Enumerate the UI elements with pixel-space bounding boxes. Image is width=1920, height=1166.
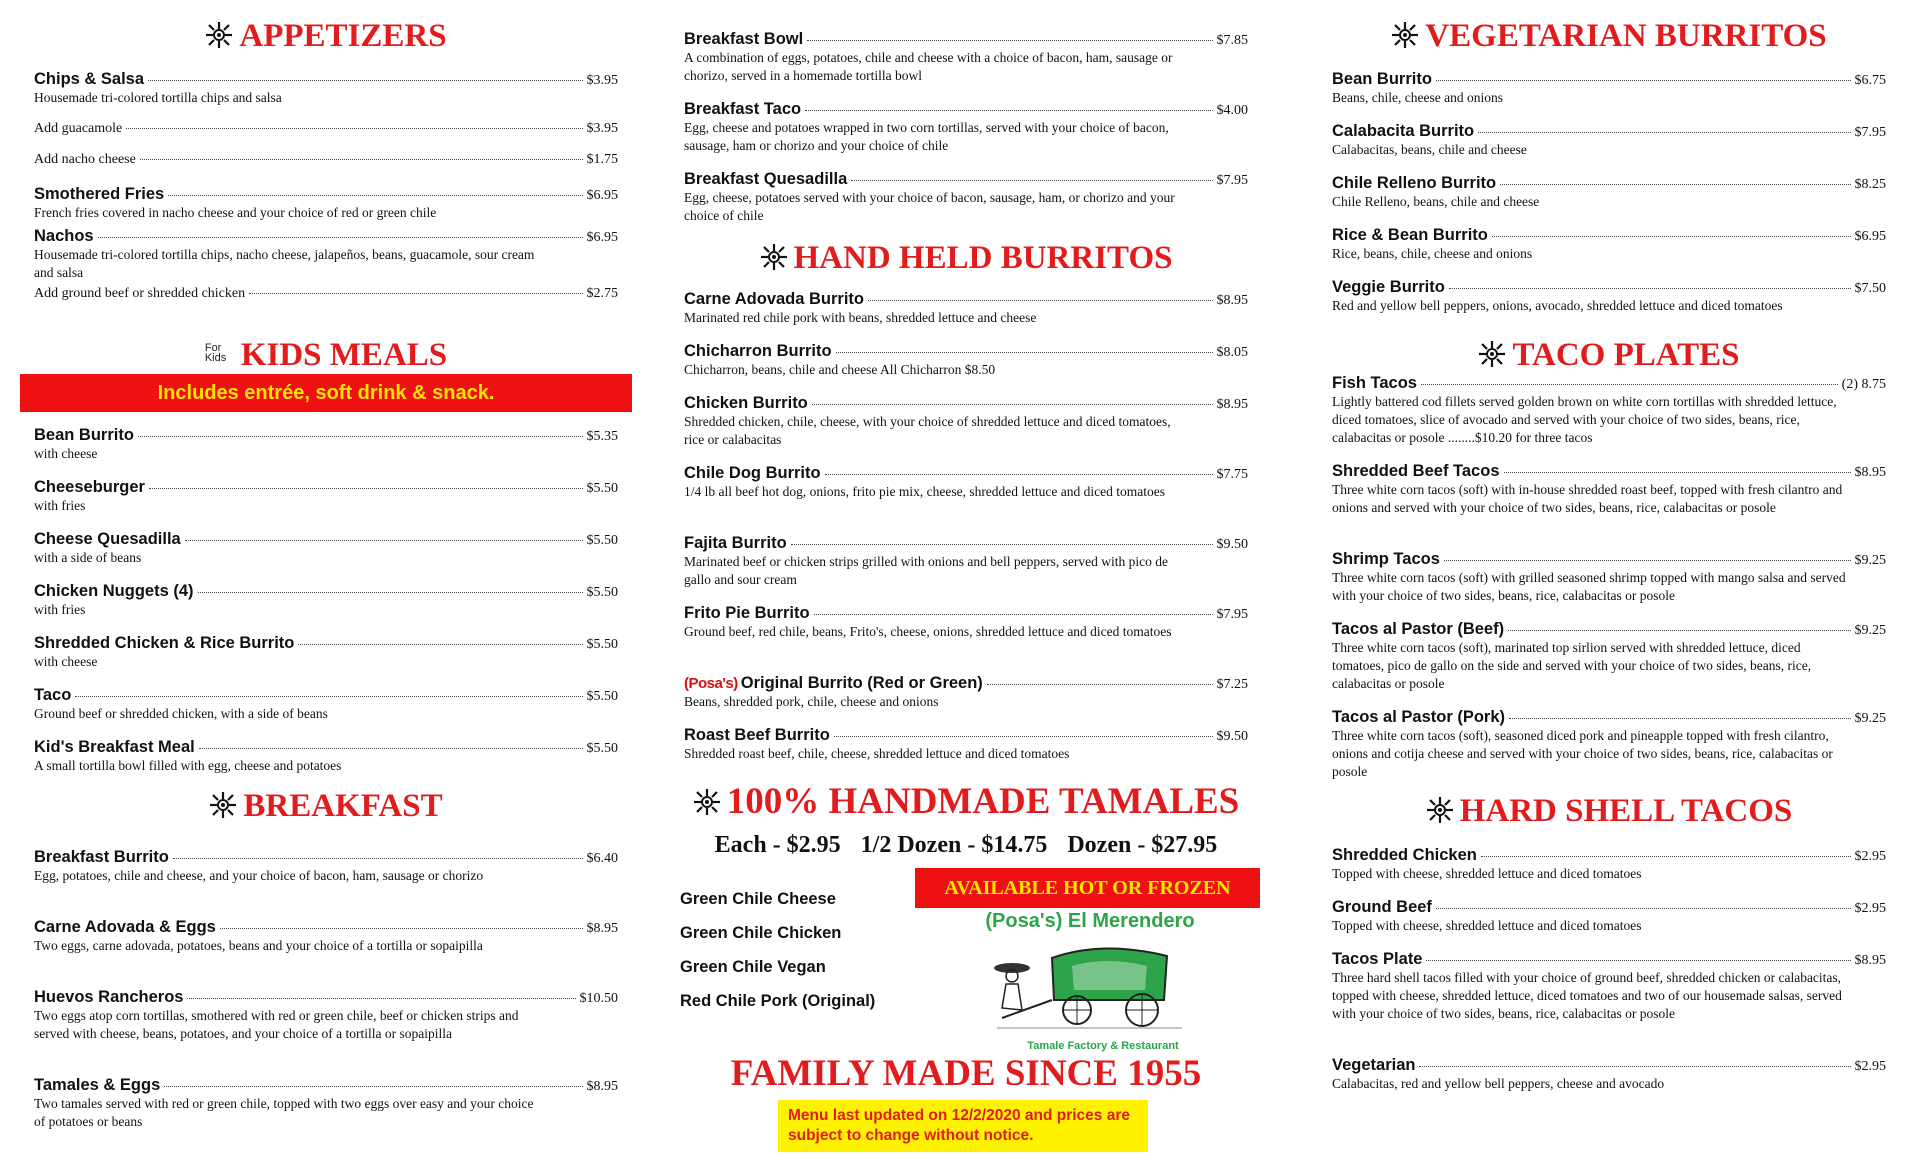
tamale-prices: Each - $2.95 1/2 Dozen - $14.75 Dozen - $27.95	[714, 832, 1218, 858]
menu-item: Chicken Nuggets (4) $5.50 with fries	[34, 582, 618, 617]
posas-tag: (Posa's)	[684, 675, 738, 692]
menu-item: Cheeseburger $5.50 with fries	[34, 478, 618, 513]
menu-item: Shredded Chicken $2.95 Topped with cheese, shredded lettuce and diced tomatoes	[1332, 846, 1886, 881]
list-item: Green Chile Cheese	[680, 890, 836, 908]
taco-plates-title: TACO PLATES	[1318, 337, 1900, 374]
list-item: Green Chile Vegan	[680, 958, 826, 976]
menu-item: Taco $5.50 Ground beef or shredded chicken, with a side of beans	[34, 686, 618, 721]
logo-subtitle: Tamale Factory & Restaurant	[1027, 1040, 1179, 1052]
menu-item: Breakfast Quesadilla $7.95 Egg, cheese, potatoes served with your choice of bacon, sausage, ham, or chorizo and your choice of chile	[684, 170, 1248, 223]
hand-held-burritos-title: HAND HELD BURRITOS	[670, 240, 1262, 277]
menu-item: Chile Dog Burrito $7.75 1/4 lb all beef hot dog, onions, frito pie mix, cheese, shredded lettuce and diced tomatoes	[684, 464, 1248, 499]
menu-item: Shrimp Tacos $9.25 Three white corn tacos (soft) with grilled seasoned shrimp topped with mango salsa and served with your choice of two sides, beans, rice, calabacitas or posole	[1332, 550, 1886, 603]
menu-item: Tacos Plate $8.95 Three hard shell tacos filled with your choice of ground beef, shredded chicken or calabacitas, topped with cheese, shredded lettuce, diced tomatoes and two of our housemade salsas, served with your choice of two sides, beans, rice, calabacitas or posole	[1332, 950, 1886, 1021]
appetizers-title: APPETIZERS	[20, 18, 632, 55]
menu-item: Vegetarian $2.95 Calabacitas, red and yellow bell peppers, cheese and avocado	[1332, 1056, 1886, 1091]
menu-item: Shredded Beef Tacos $8.95 Three white corn tacos (soft) with in-house shredded roast beef, topped with fresh cilantro and onions and served with your choice of two sides, beans, rice, calabacitas or posole	[1332, 462, 1886, 515]
menu-item: Shredded Chicken & Rice Burrito $5.50 with cheese	[34, 634, 618, 669]
menu-item: Chicharron Burrito $8.05 Chicharron, beans, chile and cheese All Chicharron $8.50	[684, 342, 1248, 377]
covered-wagon-icon	[982, 938, 1202, 1038]
menu-item: Fish Tacos (2) 8.75 Lightly battered cod fillets served golden brown on white corn tortillas with shredded lettuce, diced tomatoes, slice of avocado and served with your choice of two sides, beans, rice, calabacitas or posole ........$10.20 for three tacos	[1332, 374, 1886, 445]
menu-item: Tacos al Pastor (Beef) $9.25 Three white corn tacos (soft), marinated top sirlion served with shredded lettuce, diced tomatoes, pico de gallo on the side and served with your choice of two sides, beans, rice, calabacitas or posole	[1332, 620, 1886, 691]
kids-meals-title: For Kids KIDS MEALS	[204, 337, 448, 373]
menu-item: Smothered Fries $6.95 French fries covered in nacho cheese and your choice of red or green chile	[34, 185, 618, 220]
tamales-title: 100% HANDMADE TAMALES	[670, 780, 1262, 823]
kids-band: Includes entrée, soft drink & snack.	[20, 374, 632, 412]
menu-item: Add nacho cheese $1.75	[34, 152, 618, 167]
menu-item: Nachos $6.95 Housemade tri-colored tortilla chips, nacho cheese, jalapeños, beans, guacamole, sour cream and salsa	[34, 227, 618, 280]
sun-icon	[1478, 340, 1506, 368]
menu-item: Chile Relleno Burrito $8.25 Chile Relleno, beans, chile and cheese	[1332, 174, 1886, 209]
menu-item: Kid's Breakfast Meal $5.50 A small tortilla bowl filled with egg, cheese and potatoes	[34, 738, 618, 773]
logo-name: (Posa's) El Merendero	[985, 910, 1195, 932]
available-badge: AVAILABLE HOT OR FROZEN	[915, 868, 1260, 908]
menu-item: Breakfast Burrito $6.40 Egg, potatoes, chile and cheese, and your choice of bacon, ham, sausage or chorizo	[34, 848, 618, 883]
sun-icon	[1391, 21, 1419, 49]
menu-item: Add guacamole $3.95	[34, 121, 618, 136]
family-made-heading: FAMILY MADE SINCE 1955	[730, 1053, 1202, 1094]
hard-shell-tacos-title: HARD SHELL TACOS	[1318, 793, 1900, 830]
menu-item: Tamales & Eggs $8.95 Two tamales served with red or green chile, topped with two eggs over easy and your choice of potatoes or beans	[34, 1076, 618, 1129]
menu-item: Carne Adovada Burrito $8.95 Marinated red chile pork with beans, shredded lettuce and cheese	[684, 290, 1248, 325]
menu-item: (Posa's) Original Burrito (Red or Green) $7.25 Beans, shredded pork, chile, cheese and onions	[684, 674, 1248, 709]
breakfast-title: BREAKFAST	[20, 788, 632, 825]
vegetarian-burritos-title: VEGETARIAN BURRITOS	[1318, 18, 1900, 55]
menu-item: Carne Adovada & Eggs $8.95 Two eggs, carne adovada, potatoes, beans and your choice of a tortilla or sopaipilla	[34, 918, 618, 953]
menu-notice: Menu last updated on 12/2/2020 and prices are subject to change without notice.	[778, 1100, 1148, 1152]
sun-icon	[760, 243, 788, 271]
menu-item: Tacos al Pastor (Pork) $9.25 Three white corn tacos (soft), seasoned diced pork and pineapple topped with fresh cilantro, onions and cotija cheese and served with your choice of two sides, beans, rice, calabacitas or posole	[1332, 708, 1886, 779]
menu-item: Chicken Burrito $8.95 Shredded chicken, chile, cheese, with your choice of shredded lettuce and diced tomatoes, rice or calabacitas	[684, 394, 1248, 447]
menu-item: Bean Burrito $5.35 with cheese	[34, 426, 618, 461]
menu-item: Breakfast Taco $4.00 Egg, cheese and potatoes wrapped in two corn tortillas, served with your choice of bacon, sausage, ham or chorizo and your choice of chile	[684, 100, 1248, 153]
tamale-list	[680, 890, 875, 1026]
for-kids-label: For Kids	[204, 342, 227, 364]
menu-item: Breakfast Bowl $7.85 A combination of eggs, potatoes, chile and cheese with a choice of bacon, ham, sausage or chorizo, served in a homemade tortilla bowl	[684, 30, 1248, 83]
menu-item: Veggie Burrito $7.50 Red and yellow bell peppers, onions, avocado, shredded lettuce and diced tomatoes	[1332, 278, 1886, 313]
menu-item: Frito Pie Burrito $7.95 Ground beef, red chile, beans, Frito's, cheese, onions, shredded lettuce and diced tomatoes	[684, 604, 1248, 639]
sun-icon	[1426, 796, 1454, 824]
menu-item: Calabacita Burrito $7.95 Calabacitas, beans, chile and cheese	[1332, 122, 1886, 157]
menu-item: Cheese Quesadilla $5.50 with a side of beans	[34, 530, 618, 565]
menu-item: Fajita Burrito $9.50 Marinated beef or chicken strips grilled with onions and bell peppers, served with pico de gallo and sour cream	[684, 534, 1248, 587]
menu-item: Add ground beef or shredded chicken $2.75	[34, 286, 618, 301]
list-item: Red Chile Pork (Original)	[680, 992, 876, 1010]
sun-icon	[205, 21, 233, 49]
sun-icon	[693, 788, 721, 816]
menu-item: Ground Beef $2.95 Topped with cheese, shredded lettuce and diced tomatoes	[1332, 898, 1886, 933]
menu-item: Roast Beef Burrito $9.50 Shredded roast beef, chile, cheese, shredded lettuce and diced tomatoes	[684, 726, 1248, 761]
menu-item: Chips & Salsa $3.95 Housemade tri-colored tortilla chips and salsa	[34, 70, 618, 105]
menu-item: Bean Burrito $6.75 Beans, chile, cheese and onions	[1332, 70, 1886, 105]
list-item: Green Chile Chicken	[680, 924, 842, 942]
menu-item: Huevos Rancheros $10.50 Two eggs atop corn tortillas, smothered with red or green chile, beef or chicken strips and served with cheese, beans, potatoes, and your choice of a tortilla or sopaipilla	[34, 988, 618, 1041]
sun-icon	[209, 791, 237, 819]
menu-item: Rice & Bean Burrito $6.95 Rice, beans, chile, cheese and onions	[1332, 226, 1886, 261]
